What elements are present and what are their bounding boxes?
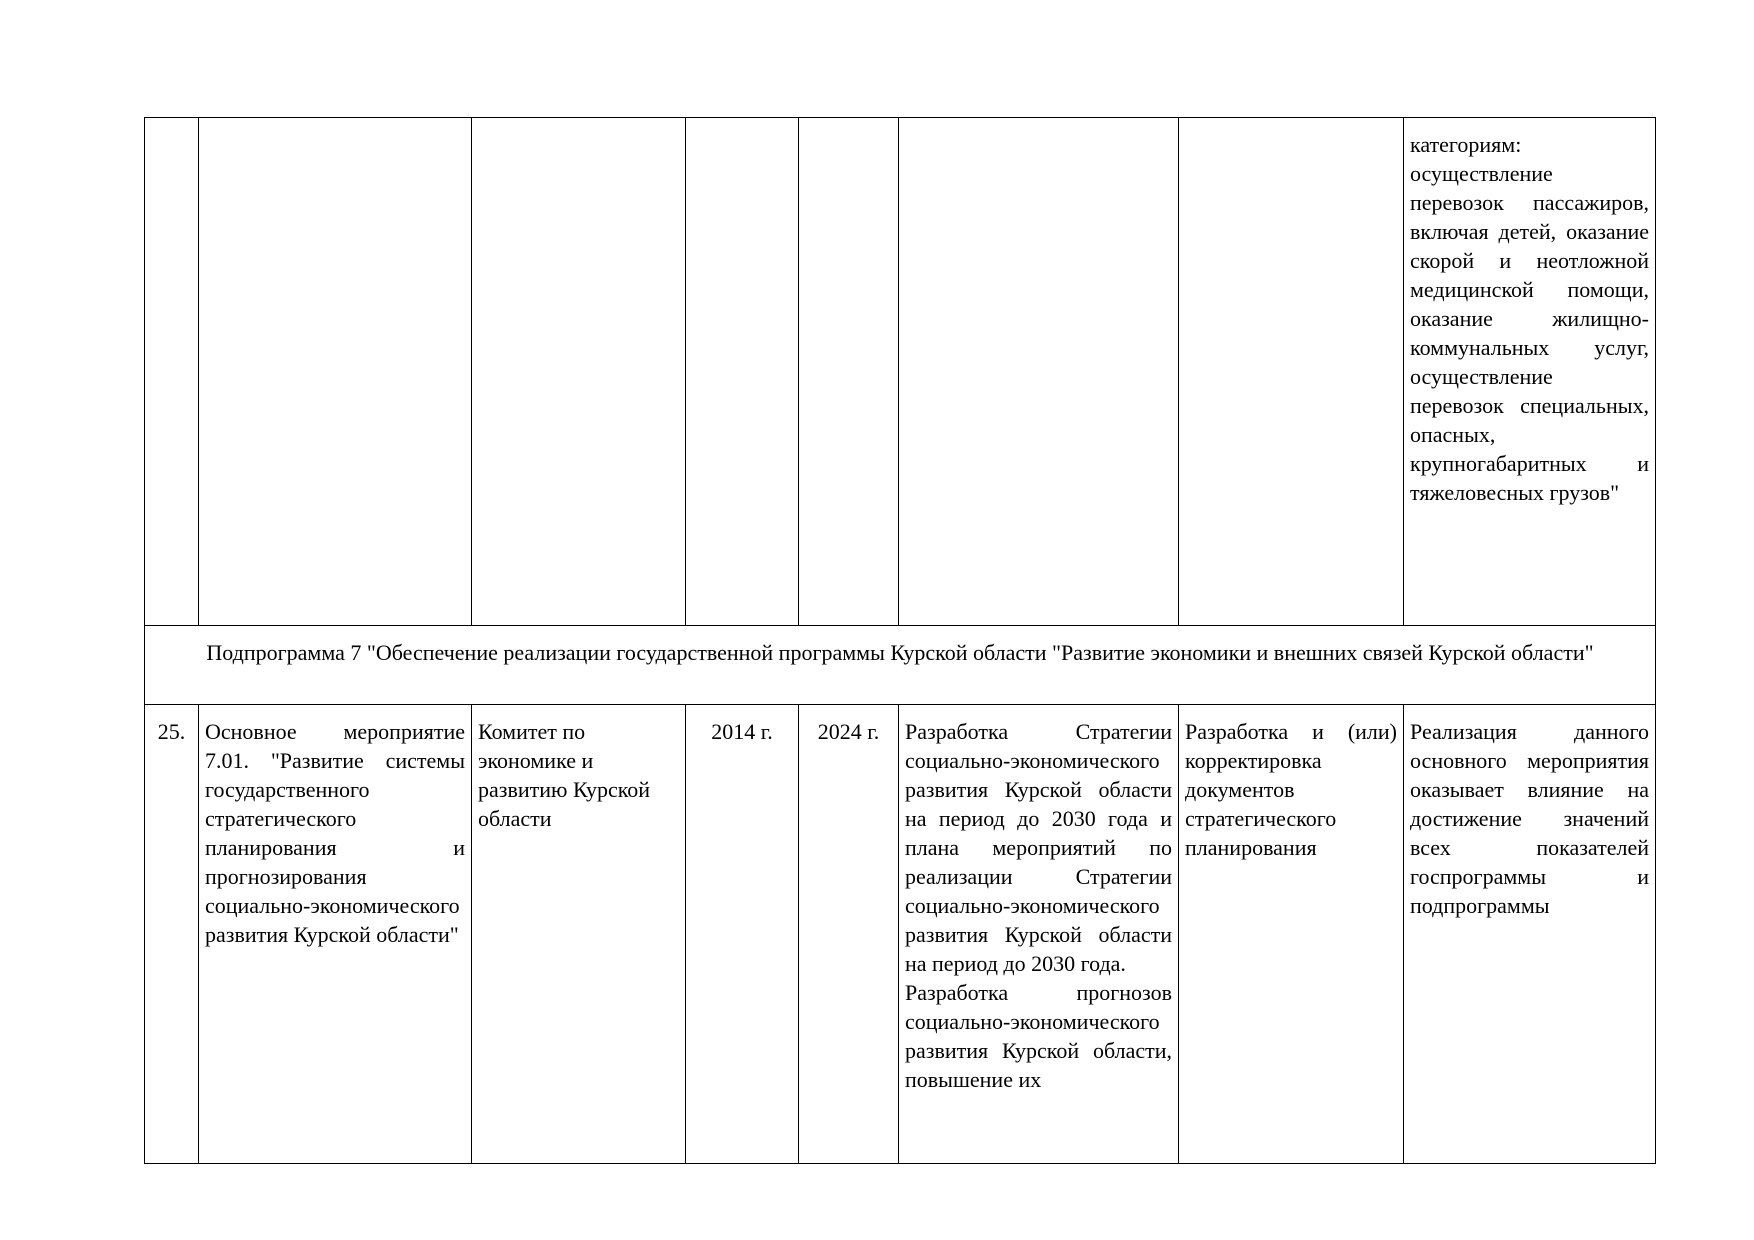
executor: Комитет по экономике и развитию Курской области xyxy=(472,705,686,1164)
row-number: 25. xyxy=(145,705,199,1164)
continuation-row xyxy=(145,118,1656,626)
start-year: 2014 г. xyxy=(686,705,799,1164)
subprogram-heading-row xyxy=(145,626,1656,705)
table-row xyxy=(145,705,1656,1164)
cell-expected-result xyxy=(899,118,1179,626)
expected-result-part-1: Разработка Стратегии социально-экономического развития Курской области на период до 2030 года и плана мероприятий по реализации Стратегии социально-экономического развития Курской области на период до 2030 года. xyxy=(905,719,1172,976)
end-year: 2024 г. xyxy=(799,705,899,1164)
program-activities-table xyxy=(144,117,1656,1164)
subprogram-heading: Подпрограмма 7 "Обеспечение реализации государственной программы Курской области "Развитие экономики и внешних связей Курской области" xyxy=(145,626,1656,705)
cell-number xyxy=(145,118,199,626)
cell-start-year xyxy=(686,118,799,626)
impact: Реализация данного основного мероприятия оказывает влияние на достижение значений всех показателей госпрограммы и подпрограммы xyxy=(1404,705,1656,1164)
cell-conditions: категориям: осуществление перевозок пассажиров, включая детей, оказание скорой и неотложной медицинской помощи, оказание жилищно-коммунальных услуг, осуществление перевозок специальных, опасных, крупногабаритных и тяжеловесных грузов" xyxy=(1404,118,1656,626)
cell-main-directions xyxy=(1179,118,1404,626)
cell-end-year xyxy=(799,118,899,626)
cell-activity xyxy=(199,118,472,626)
cell-executor xyxy=(472,118,686,626)
expected-result-part-2: Разработка прогнозов социально-экономического развития Курской области, повышение их xyxy=(905,980,1172,1092)
activity-name: Основное мероприятие 7.01. "Развитие системы государственного стратегического планирования и прогнозирования социально-экономического развития Курской области" xyxy=(199,705,472,1164)
expected-result xyxy=(899,705,1179,1164)
main-directions: Разработка и (или) корректировка документов стратегического планирования xyxy=(1179,705,1404,1164)
